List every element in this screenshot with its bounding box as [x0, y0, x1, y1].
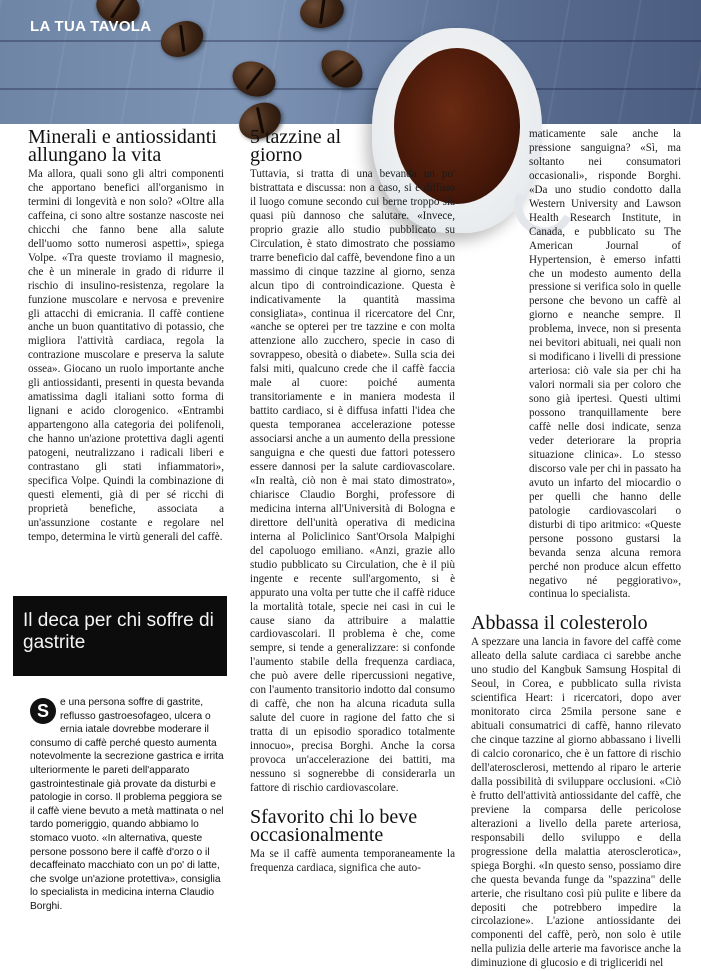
sidebar-title: Il deca per chi soffre di gastrite: [23, 610, 214, 653]
heading-colesterolo: Abbassa il colesterolo: [471, 612, 648, 635]
article-body-col1: Ma allora, quali sono gli altri componenti che apportano benefici all'organismo in termini di longevità e non solo? «Oltre alla caffeina, ci sono altre sostanze nascoste nei chicchi che fanno bene alla salute dell'uomo sotto numerosi aspetti», spiega Volpe. «Tra queste troviamo il magnesio, che è un minerale in grado di ridurre il rischio di insulino-resistenza, regolare la funzione muscolare e nervosa e prevenire gli attacchi di emicrania. Il caffè contiene anche un buon quantitativo di potassio, che migliora l'attività cardiaca, regola la contrazione muscolare e preserva la salute ossea». Giocano un ruolo importante anche gli antiossidanti, presenti in questa bevanda amatissima dagli italiani sotto forma di lignani e acido clorogenico. «Entrambi appartengono alla categoria dei polifenoli, che hanno un'azione protettiva dagli agenti patogeni, neutralizzano i radicali liberi e contrastano gli stati infiammatori», specifica Volpe. Quindi la combinazione di questi elementi, già di per sé ricchi di proprietà benefiche, associata a un'assunzione costante e regolare nel tempo, determina le virtù generali del caffè.: [28, 168, 224, 543]
header-photo: [0, 0, 701, 124]
table-plank-line: [0, 40, 701, 42]
article-body-col3-end: A spezzare una lancia in favore del caffè come alleato della salute cardiaca ci sarebbe anche uno studio del Kangbuk Samsung Hospital di Seoul, in Corea, e pubblicato sulla rivista scientifica Heart: i ricercatori, dopo aver monitorato circa 25mila persone sane e abituali consumatrici di caffè, hanno rilevato che cinque tazzine al giorno abbassano i livelli di calcio coronarico, che è un fattore di rischio dell'aterosclerosi, mettendo al riparo le arterie dalla possibilità di sviluppare occlusioni. «Ciò è frutto dell'attività antiossidante del caffè, che previene la comparsa delle pericolose alterazioni a livello della parete arteriosa, responsabili dello sviluppo e della progressione della malattia aterosclerotica», spiega Borghi. «In questo senso, possiamo dire che questa bevanda funge da "spazzina" delle arterie, che risultano così più pulite e libere da depositi che potrebbero impedire la circolazione». L'azione antiossidante dei componenti del caffè, però, non solo è utile nella pulizia delle arterie ma favorisce anche la diminuzione di glucosio e di trigliceridi nel: [471, 636, 681, 970]
article-body-col3: maticamente sale anche la pressione sanguigna? «Sì, ma soltanto nei consumatori occasionali», risponde Borghi. «Da uno studio condotto dalla Western University and Lawson Health Research Institute, in Canada, e pubblicato su The American Journal of Hypertension, è emerso infatti che un modesto aumento della pressione si verifica solo in quelle persone che bevono un caffè al giorno e neanche sempre. Il problema, invece, non si presenta nei bevitori abituali, nei quali non si modificano i livelli di pressione arteriosa: ciò vale sia per chi ha valori normali sia per coloro che sono già ipertesi. Questi ultimi possono tranquillamente bere caffè nelle dosi indicate, senza veder deteriorare la propria situazione clinica». Lo stesso discorso vale per chi in passato ha avuto un infarto del miocardio o per quelli che hanno delle patologie cardiovascolari o disturbi di tipo aritmico: «Queste persone possono gustarsi la bevanda senza alcuna remora perché non produce alcun effetto negativo né peggiorativo», continua lo specialista.: [529, 128, 681, 601]
coffee-bean-icon: [297, 0, 346, 32]
table-plank-line: [0, 88, 701, 90]
coffee-bean-icon: [228, 56, 281, 103]
sidebar-body: e una persona soffre di gastrite, reflusso gastroesofageo, ulcera o ernia iatale dovrebbe moderare il consumo di caffè perché questo aumenta notevolmente la secrezione gastrica e irrita ulteriormente le pareti dell'apparato gastrointestinale già provate da disturbi e patologie in corso. Il problema peggiora se il caffè viene bevuto a metà mattinata o nel tardo pomeriggio, quando abbiamo lo stomaco vuoto. «In alternativa, queste persone possono bere il caffè d'orzo o il decaffeinato macchiato con un po' di latte, che svolge un'azione protettiva», consiglia lo specialista in medicina interna Claudio Borghi.: [30, 697, 224, 912]
column-2: [250, 128, 455, 876]
heading-sfavorito: Sfavorito chi lo beve occasionalmente: [250, 805, 418, 846]
section-tag: LA TUA TAVOLA: [30, 18, 152, 35]
sidebar-text: [30, 696, 226, 914]
column-3: [471, 128, 681, 971]
dropcap: S: [30, 698, 56, 724]
article-body-col2-end: Ma se il caffè aumenta temporaneamente la frequenza cardiaca, significa che auto-: [250, 847, 455, 874]
coffee-bean-icon: [155, 14, 209, 63]
column-1: [28, 128, 224, 545]
heading-5-tazzine: 5 tazzine al giorno: [250, 126, 342, 166]
sidebar-title-box: [13, 596, 227, 676]
heading-minerali: Minerali e antiossidanti allungano la vita: [28, 126, 217, 166]
article-body-col2: Tuttavia, si tratta di una bevanda un po' bistrattata e discussa: non a caso, si è diffuso il luogo comune secondo cui berne troppo sia quasi più dannoso che salutare. «Invece, proprio grazie allo studio pubblicato su Circulation, è stato dimostrato che possiamo trarre beneficio dal caffè, bevendone fino a un massimo di cinque tazzine al giorno, senza alcun tipo di controindicazione. Questa è indicativamente la quantità massima consigliata», continua il ricercatore del Cnr, «anche se opterei per tre tazzine e con molta attenzione allo zucchero, specie in caso di sovrappeso, obesità o diabete». Sulla scia dei falsi miti, qualcuno crede che il caffè faccia male al cuore: poiché aumenta transitoriamente e in maniera modesta il battito cardiaco, si è diffusa infatti l'idea che questa temporanea accelerazione potesse associarsi anche a un aumento della pressione sanguigna e che questi due fattori potessero essere dannosi per la salute cardiovascolare. «In realtà, ciò non è mai stato dimostrato», chiarisce Claudio Borghi, professore di medicina interna all'Università di Bologna e direttore dell'unità operativa di medicina interna al Policlinico Sant'Orsola Malpighi del capoluogo emiliano. «Anzi, grazie allo studio pubblicato su Circulation, che è il più ingente e recente sull'argomento, si è appurato una volta per tutte che il caffè riduce la mortalità totale, specie nei casi in cui le cause siano da attribuire a malattie cardiovascolari. Il problema è che, come sempre, si tende a generalizzare: si confonde l'aumento stabile della frequenza cardiaca, che può avere delle ripercussioni negative, con l'aumento transitorio indotto dal consumo di caffè, che non ha alcuna ricaduta sulla salute del cuore in ragione del fatto che si tratta di un episodio sporadico totalmente innocuo», precisa Borghi. Anche la corsa provoca un'accelerazione dei battiti, ma nessuno si sognerebbe di considerarla un fattore di rischio cardiovascolare.: [250, 168, 455, 794]
